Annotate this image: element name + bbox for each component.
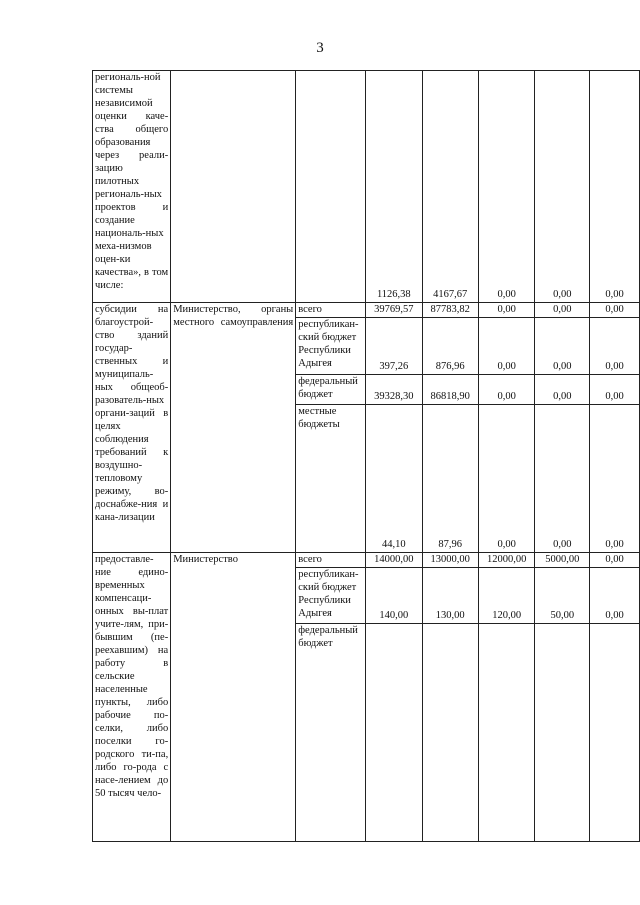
table-row: [93, 303, 640, 318]
value-cell: 0,00: [478, 375, 534, 405]
measure-description: предоставле-ние едино-временных компенсаци-онных вы-плат учите-лям, при-бывшим (пе-реехавшим) на работу в сельские населенные пункты, либо рабочие по-селки, либо поселки го-родского ти-па, либо го-рода с насе-лением до 50 тысяч чело-: [93, 553, 171, 842]
value-cell: 14000,00: [366, 553, 422, 568]
value-cell: [366, 624, 422, 842]
value-cell: 50,00: [535, 568, 590, 624]
value-cell: [535, 624, 590, 842]
value-cell: 0,00: [535, 375, 590, 405]
value-cell: 0,00: [478, 405, 534, 553]
value-cell: [422, 624, 478, 842]
value-cell: 39769,57: [366, 303, 422, 318]
source-label: местные бюджеты: [296, 405, 366, 553]
value-cell: 0,00: [535, 405, 590, 553]
value-cell: 86818,90: [422, 375, 478, 405]
value-cell: 120,00: [478, 568, 534, 624]
source-label: республикан-ский бюджет Республики Адыгея: [296, 568, 366, 624]
executor-cell: Министерство: [171, 553, 296, 842]
source-label: всего: [296, 553, 366, 568]
value-cell: 12000,00: [478, 553, 534, 568]
table-row: [93, 71, 640, 303]
value-cell: 0,00: [478, 71, 534, 303]
source-label: федеральный бюджет: [296, 375, 366, 405]
value-cell: 4167,67: [422, 71, 478, 303]
executor-cell: [171, 71, 296, 303]
value-cell: 0,00: [590, 553, 640, 568]
measure-description: субсидии на благоустрой-ство зданий государ-ственных и муниципаль-ных общеоб-разователь-ных органи-заций в целях соблюдения требований к воздушно-тепловому режиму, во-доснабже-ния и кана-лизации: [93, 303, 171, 553]
value-cell: 0,00: [478, 303, 534, 318]
value-cell: 0,00: [590, 568, 640, 624]
value-cell: 13000,00: [422, 553, 478, 568]
value-cell: 0,00: [590, 303, 640, 318]
value-cell: 39328,30: [366, 375, 422, 405]
value-cell: 5000,00: [535, 553, 590, 568]
value-cell: 44,10: [366, 405, 422, 553]
value-cell: 0,00: [535, 303, 590, 318]
page-number: 3: [316, 40, 324, 56]
value-cell: [590, 624, 640, 842]
budget-table: [92, 70, 640, 842]
value-cell: 0,00: [535, 71, 590, 303]
source-cell: [296, 71, 366, 303]
executor-cell: Министерство, органы местного самоуправления: [171, 303, 296, 553]
value-cell: [478, 624, 534, 842]
value-cell: 130,00: [422, 568, 478, 624]
value-cell: 0,00: [590, 318, 640, 375]
value-cell: 0,00: [590, 375, 640, 405]
measure-description: региональ-ной системы независимой оценки каче-ства общего образования через реали-зацию пилотных региональ-ных проектов и создание националь-ных меха-низмов оцен-ки качества», в том числе:: [93, 71, 171, 303]
value-cell: 0,00: [478, 318, 534, 375]
source-label: федеральный бюджет: [296, 624, 366, 842]
value-cell: 140,00: [366, 568, 422, 624]
value-cell: 397,26: [366, 318, 422, 375]
source-label: республикан-ский бюджет Республики Адыгея: [296, 318, 366, 375]
value-cell: 87,96: [422, 405, 478, 553]
value-cell: 0,00: [535, 318, 590, 375]
value-cell: 1126,38: [366, 71, 422, 303]
value-cell: 0,00: [590, 71, 640, 303]
value-cell: 0,00: [590, 405, 640, 553]
table-row: [93, 553, 640, 568]
value-cell: 87783,82: [422, 303, 478, 318]
value-cell: 876,96: [422, 318, 478, 375]
source-label: всего: [296, 303, 366, 318]
